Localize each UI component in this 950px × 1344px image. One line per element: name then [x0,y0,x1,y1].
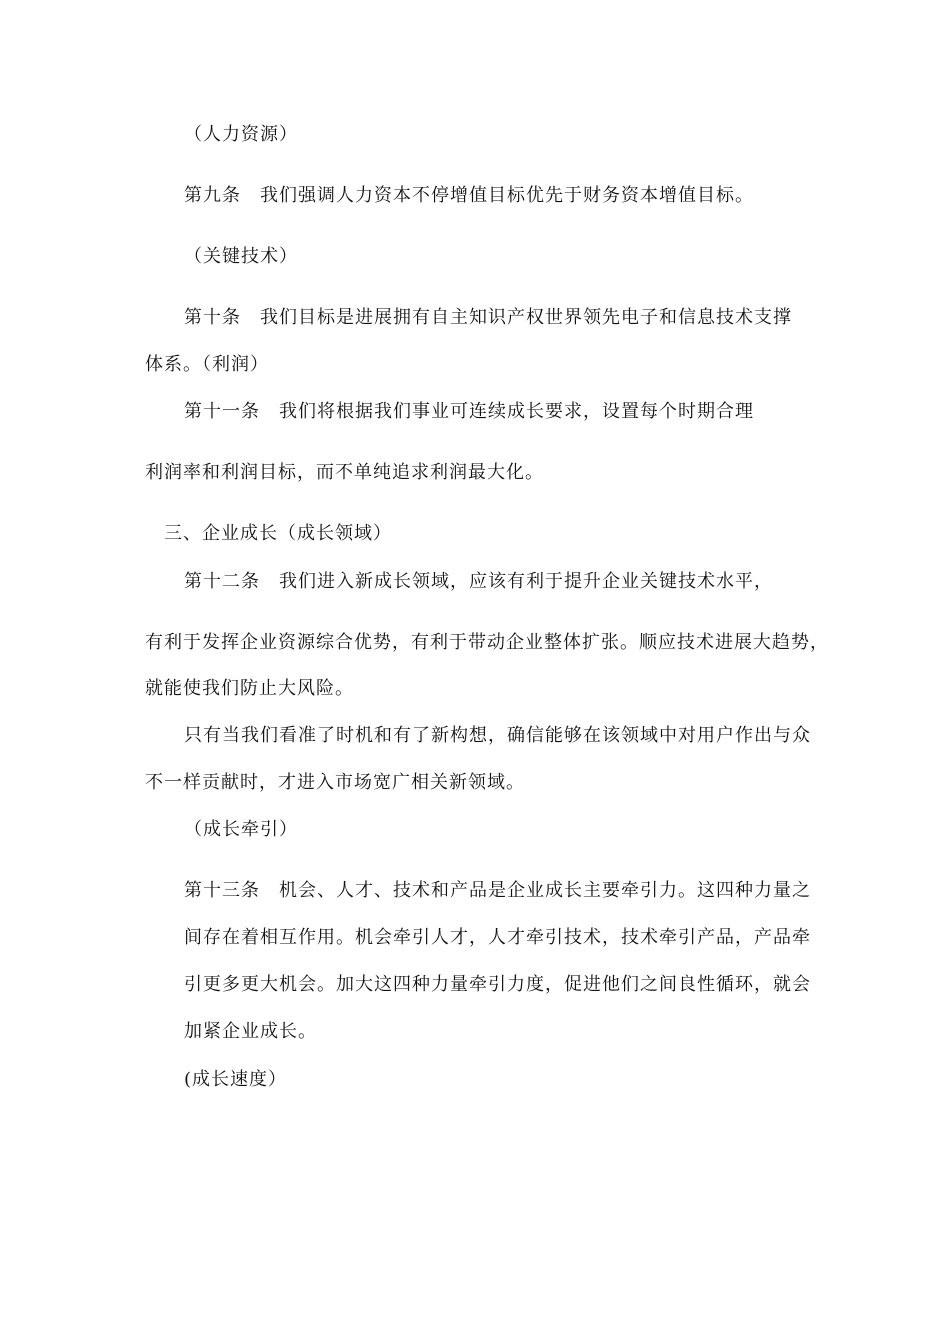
article-9: 第九条 我们强调人力资本不停增值目标优先于财务资本增值目标。 [184,185,754,206]
article-12-line-3: 就能使我们防止大风险。 [145,678,354,699]
heading-key-technology: （关键技术） [184,246,298,267]
heading-growth-traction: （成长牵引） [184,819,298,840]
heading-human-resources: （人力资源） [184,124,298,145]
paragraph-new-fields-line-1: 只有当我们看准了时机和有了新构想，确信能够在该领域中对用户作出与众 [184,725,811,746]
article-13-line-3: 引更多更大机会。加大这四种力量牵引力度，促进他们之间良性循环，就会 [184,974,811,995]
heading-growth-speed: (成长速度） [184,1069,288,1090]
article-13-line-4: 加紧企业成长。 [184,1021,317,1042]
article-11-line-2: 利润率和利润目标，而不单纯追求利润最大化。 [145,462,544,483]
paragraph-new-fields-line-2: 不一样贡献时，才进入市场宽广相关新领域。 [145,772,525,793]
article-10-line-2: 体系。（利润） [145,354,269,375]
article-11-line-1: 第十一条 我们将根据我们事业可连续成长要求，设置每个时期合理 [184,401,754,422]
article-12-line-1: 第十二条 我们进入新成长领域，应该有利于提升企业关键技术水平， [184,571,773,592]
article-13-line-2: 间存在着相互作用。机会牵引人才，人才牵引技术，技术牵引产品，产品牵 [184,927,811,948]
article-10-line-1: 第十条 我们目标是进展拥有自主知识产权世界领先电子和信息技术支撑 [184,307,792,328]
section-heading-growth: 三、企业成长（成长领域） [164,523,392,544]
article-12-line-2: 有利于发挥企业资源综合优势，有利于带动企业整体扩张。顺应技术进展大趋势， [145,632,829,653]
article-13-line-1: 第十三条 机会、人才、技术和产品是企业成长主要牵引力。这四种力量之 [184,880,811,901]
